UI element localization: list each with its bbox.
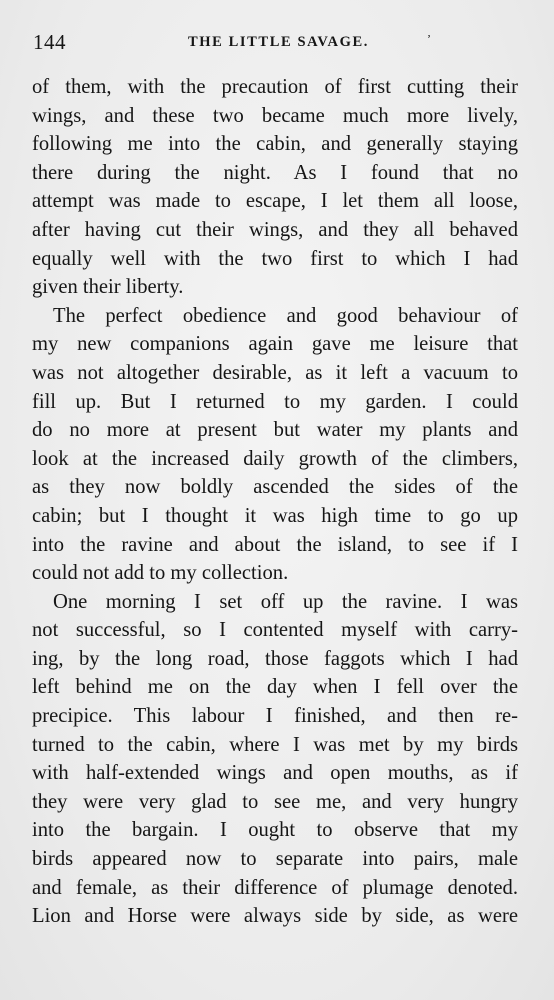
text-line: turned to the cabin, where I was met by my birds: [32, 733, 518, 756]
text-line: and female, as their difference of plumage denoted.: [32, 876, 518, 899]
page-number: 144: [33, 30, 66, 54]
text-line: could not add to my collection.: [32, 562, 289, 585]
text-line: look at the increased daily growth of the climbers,: [32, 447, 518, 470]
paragraph: [32, 588, 518, 931]
text-line: equally well with the two first to which I had: [32, 247, 518, 270]
text-line: do no more at present but water my plants and: [32, 419, 518, 442]
text-line: attempt was made to escape, I let them all loose,: [32, 190, 518, 213]
text-line: with half-extended wings and open mouths, as if: [32, 762, 518, 785]
text-line: One morning I set off up the ravine. I was: [53, 590, 518, 613]
header-mark: ʼ: [427, 32, 431, 46]
text-line: birds appeared now to separate into pairs, male: [32, 848, 518, 871]
text-line: into the ravine and about the island, to see if I: [32, 533, 518, 556]
page-header: [33, 30, 524, 56]
body-text: [32, 73, 518, 931]
paragraph: [32, 302, 518, 588]
text-line: wings, and these two became much more lively,: [32, 104, 518, 127]
text-line: of them, with the precaution of first cutting their: [32, 76, 518, 98]
text-line: after having cut their wings, and they all behaved: [32, 218, 518, 241]
text-line: not successful, so I contented myself with carry-: [32, 619, 518, 642]
text-line: cabin; but I thought it was high time to go up: [32, 504, 518, 527]
text-line: The perfect obedience and good behaviour of: [53, 304, 518, 327]
text-line: they were very glad to see me, and very hungry: [32, 790, 518, 813]
paragraph: [32, 73, 518, 302]
text-line: there during the night. As I found that no: [32, 161, 518, 184]
text-line: left behind me on the day when I fell over the: [32, 676, 518, 699]
running-title: THE LITTLE SAVAGE.: [188, 34, 369, 50]
text-line: fill up. But I returned to my garden. I could: [32, 390, 518, 413]
text-line: following me into the cabin, and generally staying: [32, 133, 518, 156]
text-line: as they now boldly ascended the sides of the: [32, 476, 518, 499]
text-line: was not altogether desirable, as it left a vacuum to: [32, 361, 518, 384]
text-line: my new companions again gave me leisure that: [32, 333, 518, 356]
text-line: precipice. This labour I finished, and then re-: [32, 705, 518, 728]
text-line: into the bargain. I ought to observe that my: [32, 819, 518, 842]
text-line: Lion and Horse were always side by side, as were: [32, 905, 518, 928]
text-line: given their liberty.: [32, 276, 184, 299]
text-line: ing, by the long road, those faggots which I had: [32, 647, 518, 670]
